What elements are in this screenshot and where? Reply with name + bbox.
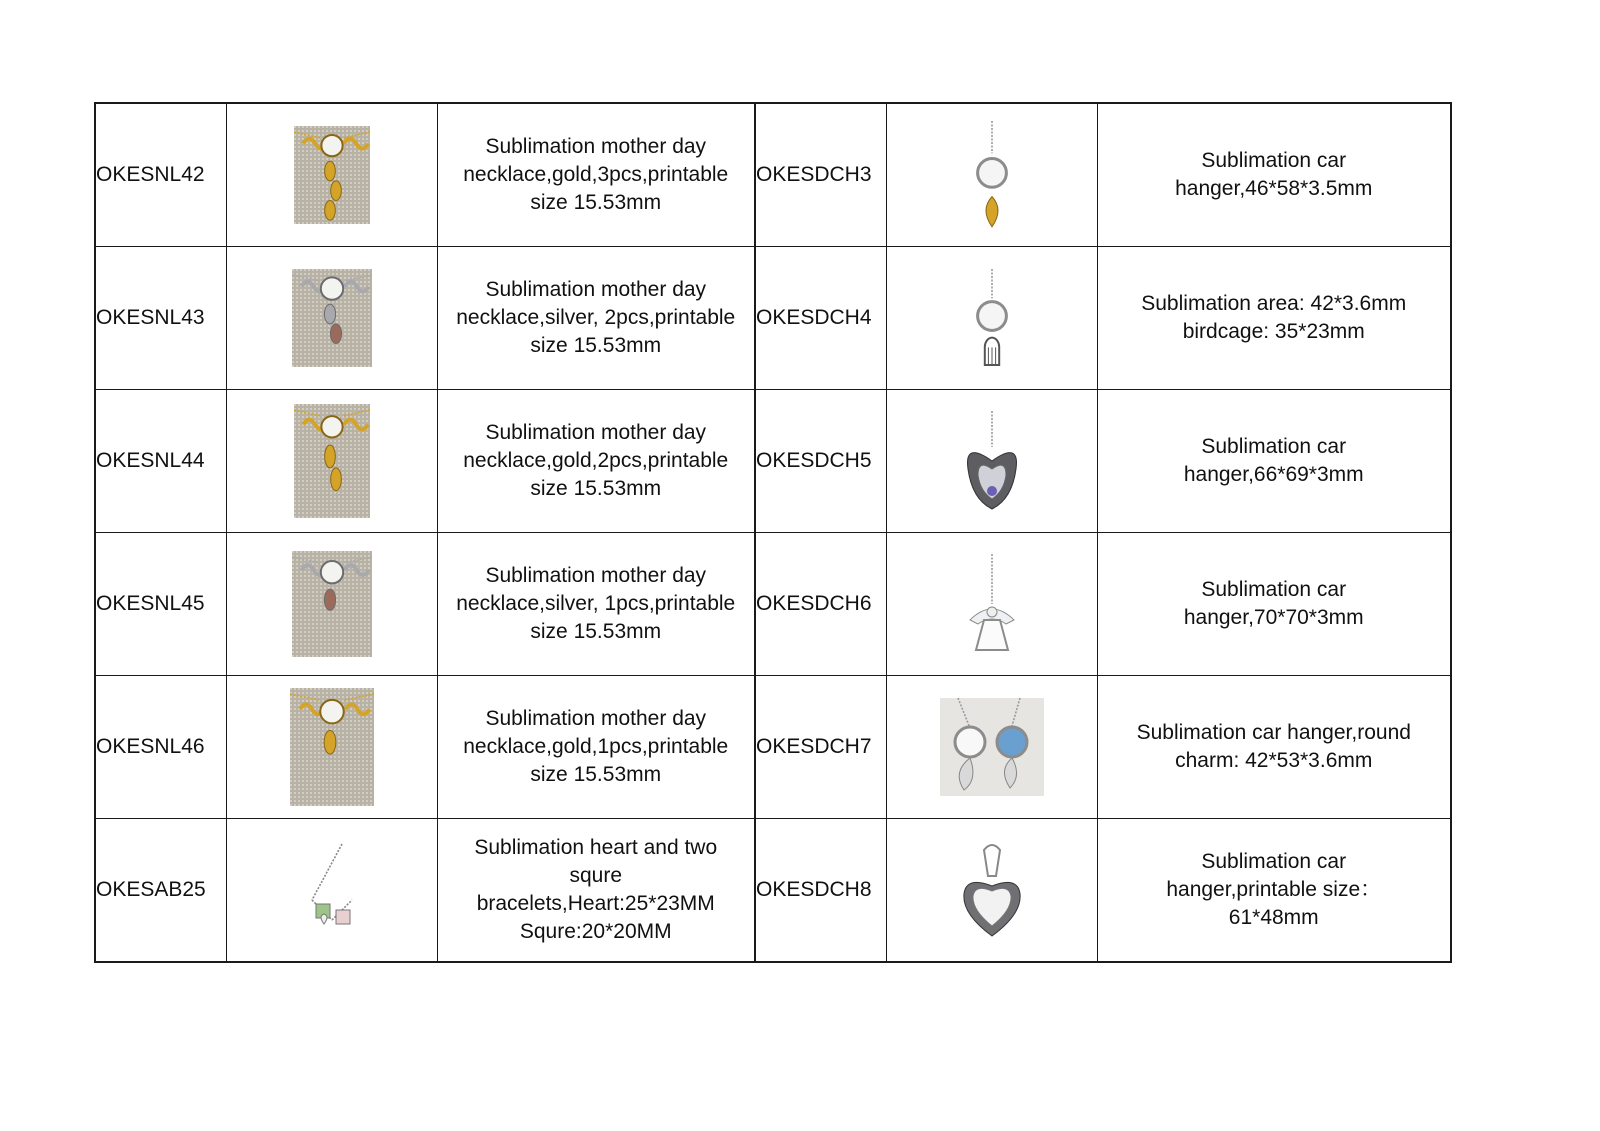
description-line: Sublimation heart and two <box>474 836 718 859</box>
description-line: Sublimation mother day <box>485 135 707 158</box>
description-line: Squre:20*20MM <box>519 920 672 943</box>
heart-car-hanger-photo <box>962 840 1022 940</box>
description-line: birdcage: 35*23mm <box>1182 320 1365 343</box>
product-image-cell <box>886 247 1097 390</box>
round-charm-wing-hangers-photo <box>940 698 1044 796</box>
product-code: OKESDCH3 <box>756 163 872 186</box>
description-line: Sublimation mother day <box>485 564 707 587</box>
description-line: Sublimation car hanger,round <box>1136 721 1411 744</box>
product-description-cell <box>437 247 755 390</box>
description-line: necklace,gold,1pcs,printable <box>463 735 729 758</box>
product-image-cell <box>226 247 437 390</box>
product-image-cell <box>226 390 437 533</box>
product-code-cell <box>95 247 226 390</box>
description-line: necklace,silver, 1pcs,printable <box>456 592 736 615</box>
description-line: necklace,silver, 2pcs,printable <box>456 306 736 329</box>
table-row <box>95 819 1451 963</box>
table-row <box>95 247 1451 390</box>
product-description-cell <box>437 390 755 533</box>
table-row <box>95 676 1451 819</box>
description-line: size 15.53mm <box>530 620 662 643</box>
product-code-cell <box>755 819 886 963</box>
product-code-cell <box>755 533 886 676</box>
gold-mom-necklace-3pcs-photo <box>294 126 370 224</box>
product-description-cell <box>437 103 755 247</box>
description-line: charm: 42*53*3.6mm <box>1175 749 1373 772</box>
product-description-cell <box>437 819 755 963</box>
product-image-cell <box>226 103 437 247</box>
description-line: necklace,gold,2pcs,printable <box>463 449 729 472</box>
gold-mom-necklace-1pcs-photo <box>290 688 374 806</box>
description-line: hanger,printable size： <box>1166 878 1382 901</box>
round-hanger-birdcage-photo <box>962 269 1022 367</box>
description-line: hanger,66*69*3mm <box>1183 463 1364 486</box>
product-description-cell <box>437 533 755 676</box>
product-code: OKESAB25 <box>96 878 206 901</box>
product-code: OKESDCH6 <box>756 592 872 615</box>
product-code-cell <box>95 390 226 533</box>
angel-figure-hanger-photo <box>962 554 1022 654</box>
product-code: OKESDCH8 <box>756 878 872 901</box>
product-description-cell <box>1097 533 1451 676</box>
description-line: hanger,70*70*3mm <box>1183 606 1364 629</box>
description-line: squre <box>569 864 623 887</box>
table-row <box>95 103 1451 247</box>
description-line: hanger,46*58*3.5mm <box>1175 177 1373 200</box>
description-line: size 15.53mm <box>530 334 662 357</box>
description-line: Sublimation mother day <box>485 707 707 730</box>
product-catalog-sheet <box>94 102 1452 963</box>
description-line: size 15.53mm <box>530 763 662 786</box>
product-code-cell <box>755 247 886 390</box>
product-description-cell <box>1097 103 1451 247</box>
product-code: OKESNL42 <box>96 163 205 186</box>
product-code-cell <box>755 390 886 533</box>
product-code: OKESDCH5 <box>756 449 872 472</box>
product-code-cell <box>755 103 886 247</box>
product-description-cell <box>1097 676 1451 819</box>
product-description-cell <box>1097 390 1451 533</box>
description-line: Sublimation car <box>1201 578 1347 601</box>
product-code: OKESNL43 <box>96 306 205 329</box>
product-code-cell <box>95 103 226 247</box>
description-line: size 15.53mm <box>530 191 662 214</box>
product-code: OKESNL44 <box>96 449 205 472</box>
product-code-cell <box>95 676 226 819</box>
description-line: Sublimation area: 42*3.6mm <box>1141 292 1407 315</box>
table-row <box>95 533 1451 676</box>
description-line: 61*48mm <box>1228 906 1319 929</box>
description-line: Sublimation mother day <box>485 421 707 444</box>
product-image-cell <box>226 819 437 963</box>
description-line: Sublimation mother day <box>485 278 707 301</box>
product-code: OKESNL45 <box>96 592 205 615</box>
silver-mom-necklace-1pcs-photo <box>292 551 372 657</box>
product-image-cell <box>886 390 1097 533</box>
product-image-cell <box>886 533 1097 676</box>
product-image-cell <box>886 819 1097 963</box>
product-code: OKESNL46 <box>96 735 205 758</box>
product-image-cell <box>226 533 437 676</box>
description-line: Sublimation car <box>1201 850 1347 873</box>
silver-mom-necklace-2pcs-photo <box>292 269 372 367</box>
heart-square-bracelet-photo <box>302 840 362 940</box>
description-line: bracelets,Heart:25*23MM <box>476 892 715 915</box>
product-image-cell <box>226 676 437 819</box>
product-image-cell <box>886 676 1097 819</box>
product-code: OKESDCH7 <box>756 735 872 758</box>
description-line: necklace,gold,3pcs,printable <box>463 163 729 186</box>
description-line: Sublimation car <box>1201 435 1347 458</box>
product-description-cell <box>1097 247 1451 390</box>
gold-mom-necklace-2pcs-photo <box>294 404 370 518</box>
product-description-cell <box>1097 819 1451 963</box>
product-table <box>94 102 1452 963</box>
description-line: Sublimation car <box>1201 149 1347 172</box>
product-code-cell <box>755 676 886 819</box>
product-code-cell <box>95 819 226 963</box>
table-row <box>95 390 1451 533</box>
product-image-cell <box>886 103 1097 247</box>
description-line: size 15.53mm <box>530 477 662 500</box>
product-description-cell <box>437 676 755 819</box>
product-code-cell <box>95 533 226 676</box>
angel-wing-heart-hanger-photo <box>962 411 1022 511</box>
oval-car-hanger-gold-leaf-photo <box>962 121 1022 229</box>
product-code: OKESDCH4 <box>756 306 872 329</box>
